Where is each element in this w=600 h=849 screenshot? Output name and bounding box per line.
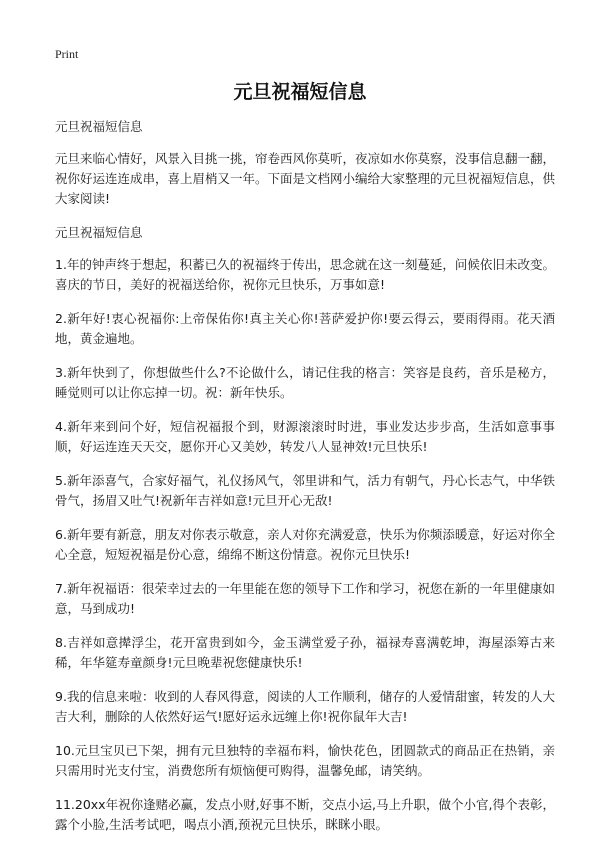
intro-paragraph: 元旦来临心情好，风景入目挑一挑，帘卷西风你莫听，夜凉如水你莫察，没事信息翻一翻，祝你好运连连成串，喜上眉梢又一年。下面是文档网小编给大家整理的元旦祝福短信息，供大家阅读!	[55, 151, 556, 206]
greeting-item: 6.新年要有新意，朋友对你表示敬意，亲人对你充满爱意，快乐为你频添暖意，好运对你全心全意，短短祝福是份心意，绵绵不断这份情意。祝你元旦快乐!	[55, 527, 555, 562]
document-title: 元旦祝福短信息	[233, 81, 367, 103]
greeting-item: 11.20xx年祝你逢赌必赢，发点小财,好事不断，交点小运,马上升职，做个小官,得个表彰，露个小脸,生活考试吧，喝点小酒,预祝元旦快乐，眯眯小眼。	[55, 797, 556, 832]
greeting-item: 10.元旦宝贝已下架，拥有元旦独特的幸福布料，愉快花色，团圆款式的商品正在热销，亲只需用时光支付宝，消费您所有烦恼便可购得，温馨免邮，请笑纳。	[55, 743, 555, 778]
greeting-item: 5.新年添喜气，合家好福气，礼仪扬风气，邻里讲和气，活力有朝气，丹心长志气，中华铁骨气，扬眉又吐气!祝新年吉祥如意!元旦开心无敌!	[55, 473, 555, 508]
section-subtitle: 元旦祝福短信息	[55, 119, 143, 134]
greeting-item: 2.新年好!衷心祝福你:上帝保佑你!真主关心你!菩萨爱护你!要云得云，要雨得雨。花天酒地，黄金遍地。	[55, 311, 555, 346]
document-body	[55, 117, 555, 849]
section-subtitle: 元旦祝福短信息	[55, 225, 143, 240]
greeting-item: 1.年的钟声终于想起，积蓄已久的祝福终于传出，思念就在这一刻蔓延，问候依旧未改变。喜庆的节日，美好的祝福送给你，祝你元旦快乐，万事如意!	[55, 257, 555, 292]
greeting-item: 3.新年快到了，你想做些什么?不论做什么，请记住我的格言：笑容是良药，音乐是秘方，睡觉则可以让你忘掉一切。祝：新年快乐。	[55, 365, 555, 400]
print-link[interactable]: Print	[55, 47, 79, 61]
greeting-item: 4.新年来到问个好，短信祝福报个到，财源滚滚时时进，事业发达步步高，生活如意事事顺，好运连连天天交，愿你开心又美妙，转发八人显神效!元旦快乐!	[55, 419, 555, 454]
greeting-item: 9.我的信息来啦：收到的人春风得意，阅读的人工作顺利，储存的人爱情甜蜜，转发的人大吉大利，删除的人依然好运气!愿好运永远缠上你!祝你鼠年大吉!	[55, 689, 555, 724]
greeting-item: 7.新年祝福语：很荣幸过去的一年里能在您的领导下工作和学习，祝您在新的一年里健康如意，马到成功!	[55, 581, 555, 616]
greeting-item: 8.吉祥如意撵浮尘，花开富贵到如今，金玉满堂爱子孙，福禄寿喜满乾坤，海屋添筹古来稀，年华筵寿童颜身!元旦晚辈祝您健康快乐!	[55, 635, 555, 670]
